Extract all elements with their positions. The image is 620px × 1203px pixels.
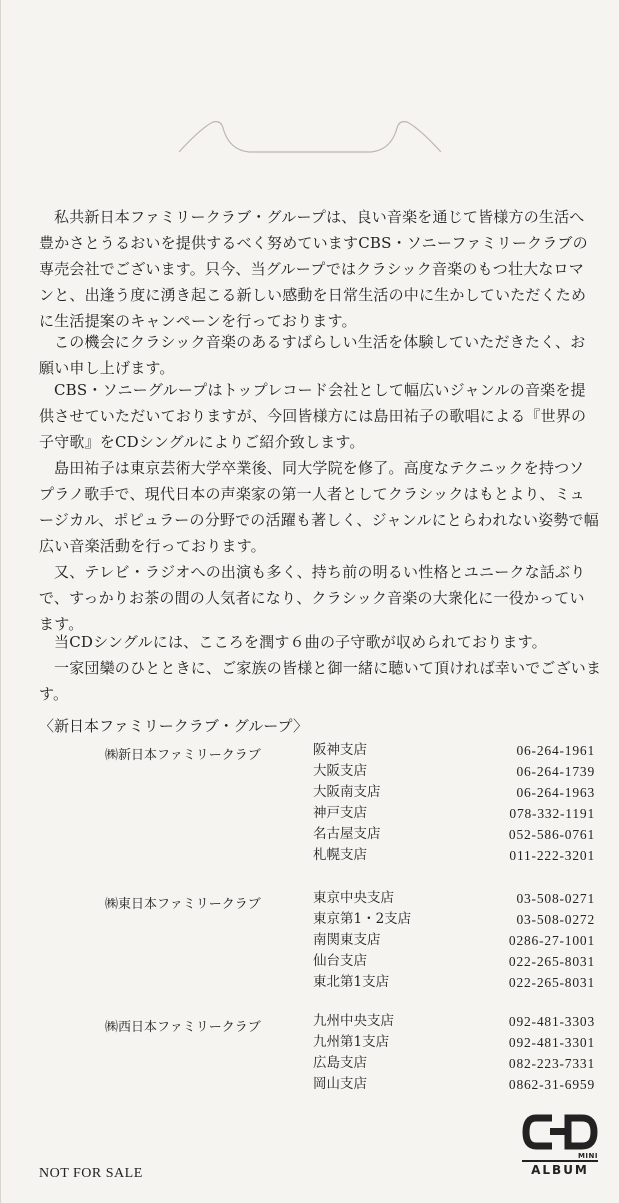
branch-phone: 052-586-0761 bbox=[508, 827, 595, 842]
tab-slot-cutout bbox=[179, 110, 441, 160]
cd-mini-album-logo bbox=[522, 1112, 598, 1177]
branch-phone: 06-264-1961 bbox=[516, 743, 595, 758]
branch-name: 神戸支店 bbox=[313, 805, 367, 821]
company-name: ㈱西日本ファミリークラブ bbox=[105, 1020, 261, 1035]
branch-row bbox=[313, 888, 595, 909]
branch-row bbox=[313, 930, 595, 951]
branch-phone: 078-332-1191 bbox=[509, 806, 595, 821]
branch-row bbox=[313, 1053, 595, 1074]
branch-row bbox=[313, 1011, 595, 1032]
branch-name: 阪神支店 bbox=[313, 742, 367, 758]
branch-name: 広島支店 bbox=[313, 1055, 367, 1071]
branch-name: 大阪支店 bbox=[313, 763, 367, 779]
company-name: ㈱東日本ファミリークラブ bbox=[105, 897, 261, 912]
branch-name: 仙台支店 bbox=[313, 953, 367, 969]
branch-phone: 022-265-8031 bbox=[508, 975, 595, 990]
branch-name: 九州中央支店 bbox=[313, 1013, 394, 1029]
branch-name: 大阪南支店 bbox=[313, 784, 381, 800]
group-title: 〈新日本ファミリークラブ・グループ〉 bbox=[39, 717, 308, 735]
branch-name: 南関東支店 bbox=[313, 932, 381, 948]
not-for-sale-label: NOT FOR SALE bbox=[39, 1166, 143, 1181]
branch-row bbox=[313, 845, 595, 866]
logo-mini-label: MINI bbox=[577, 1152, 598, 1160]
branch-list bbox=[313, 888, 595, 993]
closing-paragraph: 一家団欒のひとときに、ご家族の皆様と御一緒に聴いて頂ければ幸いでございます。 bbox=[39, 659, 602, 703]
branch-row bbox=[313, 761, 595, 782]
branch-phone: 03-508-0272 bbox=[516, 912, 595, 927]
branch-name: 名古屋支店 bbox=[313, 826, 381, 842]
singer-bio-paragraph: 島田祐子は東京芸術大学卒業後、同大学院を修了。高度なテクニックを持つソプラノ歌手で、現代日本の声楽家の第一人者としてクラシックはもとより、ミュージカル、ポピュラーの分野での活躍も著しく、ジャンルにとらわれない姿勢で幅広い音楽活動を行っております。 bbox=[39, 459, 599, 555]
contents-paragraph: 当CDシングルには、こころを潤す６曲の子守歌が収められております。 bbox=[54, 633, 547, 651]
branch-phone: 092-481-3301 bbox=[508, 1035, 595, 1050]
branch-phone: 082-223-7331 bbox=[508, 1056, 595, 1071]
branch-phone: 022-265-8031 bbox=[508, 954, 595, 969]
request-paragraph: この機会にクラシック音楽のあるすばらしい生活を体験していただきたく、お願い申し上げます。 bbox=[39, 333, 586, 377]
company-name: ㈱新日本ファミリークラブ bbox=[105, 748, 261, 763]
cd-logo-icon bbox=[522, 1112, 598, 1152]
branch-row bbox=[313, 1032, 595, 1053]
branch-name: 東京中央支店 bbox=[313, 890, 394, 906]
branch-row bbox=[313, 1074, 595, 1095]
branch-phone: 06-264-1739 bbox=[516, 764, 595, 779]
cbs-sony-paragraph: CBS・ソニーグループはトップレコード会社として幅広いジャンルの音楽を提供させていただいておりますが、今回皆様方には島田祐子の歌唱による『世界の子守歌』をCDシングルによりご紹介致します。 bbox=[39, 381, 587, 451]
branch-row bbox=[313, 803, 595, 824]
branch-phone: 03-508-0271 bbox=[516, 891, 595, 906]
branch-list bbox=[313, 1011, 595, 1095]
branch-phone: 011-222-3201 bbox=[509, 848, 595, 863]
branch-phone: 06-264-1963 bbox=[516, 785, 595, 800]
branch-row bbox=[313, 782, 595, 803]
branch-name: 東北第1支店 bbox=[313, 974, 390, 990]
branch-name: 岡山支店 bbox=[313, 1076, 367, 1092]
branch-row bbox=[313, 909, 595, 930]
branch-row bbox=[313, 740, 595, 761]
logo-album-label: ALBUM bbox=[522, 1160, 598, 1177]
intro-paragraph: 私共新日本ファミリークラブ・グループは、良い音楽を通じて皆様方の生活へ豊かさとうるおいを提供するべく努めていますCBS・ソニーファミリークラブの専売会社でございます。只今、当グループではクラシック音楽のもつ壮大なロマンと、出逢う度に湧き起こる新しい感動を日常生活の中に生かしていただくために生活提案のキャンペーンを行っております。 bbox=[39, 208, 588, 330]
branch-name: 九州第1支店 bbox=[313, 1034, 390, 1050]
branch-name: 東京第1・2支店 bbox=[313, 911, 412, 927]
branch-list bbox=[313, 740, 595, 866]
branch-row bbox=[313, 824, 595, 845]
branch-row bbox=[313, 951, 595, 972]
branch-phone: 0862-31-6959 bbox=[508, 1077, 595, 1092]
media-paragraph: 又、テレビ・ラジオへの出演も多く、持ち前の明るい性格とユニークな話ぶりで、すっかりお茶の間の人気者になり、クラシック音楽の大衆化に一役かっています。 bbox=[39, 563, 586, 633]
branch-row bbox=[313, 972, 595, 993]
branch-name: 札幌支店 bbox=[313, 847, 367, 863]
branch-phone: 092-481-3303 bbox=[508, 1014, 595, 1029]
branch-phone: 0286-27-1001 bbox=[508, 933, 595, 948]
